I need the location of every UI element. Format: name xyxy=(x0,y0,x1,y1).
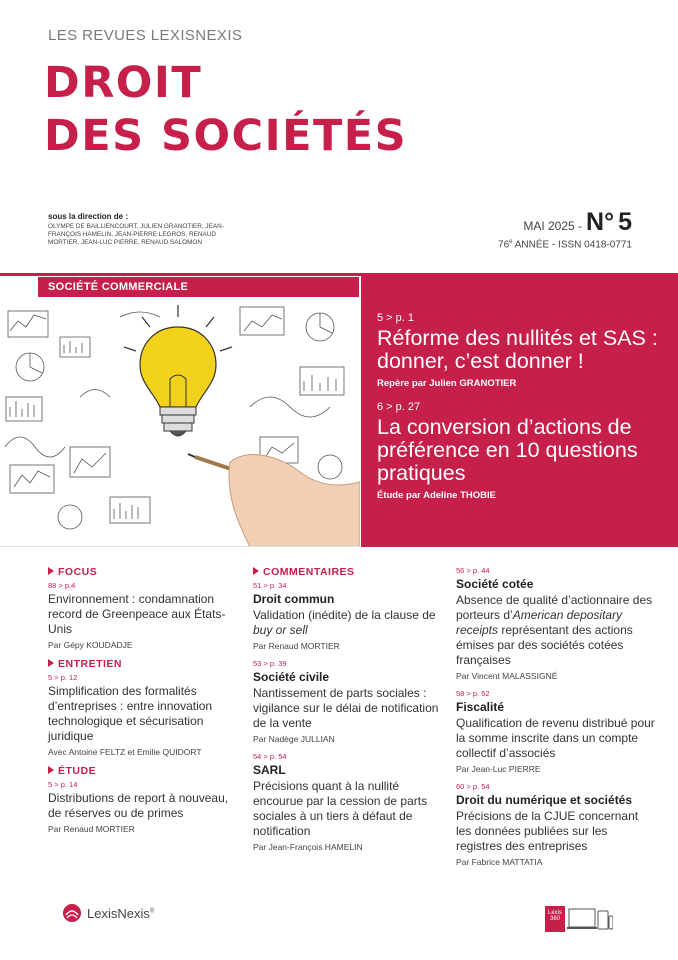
feature-byline: Repère par Julien GRANOTIER xyxy=(377,378,517,389)
article-title[interactable]: Environnement : condamnation record de Greenpeace aux États-Unis xyxy=(48,592,226,636)
lightbulb-sketch-image xyxy=(0,297,360,547)
list-item[interactable] xyxy=(253,752,448,852)
article-title[interactable]: Distributions de report à nouveau, de réserves ou de primes xyxy=(48,791,229,820)
article-ref: 56 > p. 44 xyxy=(456,566,490,575)
article-title: Qualification de revenu distribué pour la somme inscrite dans un compte collectif d’associés xyxy=(456,716,655,760)
list-item[interactable] xyxy=(456,782,656,867)
article-title: Précisions quant à la nullité encourue par la cession de parts sociales à un tiers à défaut de notification xyxy=(253,779,428,838)
article-author: Par Fabrice MATTATIA xyxy=(456,857,543,867)
article-ref: 58 > p. 52 xyxy=(456,689,490,698)
lexis360-mark xyxy=(545,906,613,932)
article-title: Nantissement de parts sociales : vigilance sur le délai de notification de la vente xyxy=(253,686,439,730)
issue-number: 5 xyxy=(618,208,632,236)
issue-no-label: N° xyxy=(586,208,615,236)
article-author: Par Jean-Luc PIERRE xyxy=(456,764,541,774)
triangle-icon xyxy=(253,567,259,575)
article-ref: 88 > p.4 xyxy=(48,581,76,590)
column-left xyxy=(48,566,243,842)
cover-illustration xyxy=(0,297,360,547)
series-name: LES REVUES LEXISNEXIS xyxy=(48,27,243,44)
feature-headline: Réforme des nullités et SAS : donner, c’est donner ! xyxy=(377,326,658,373)
title-line-1: DROIT xyxy=(44,58,203,108)
list-item[interactable] xyxy=(253,581,448,651)
feature-item[interactable] xyxy=(377,401,668,501)
column-middle xyxy=(253,566,448,860)
feature-item[interactable] xyxy=(377,312,668,389)
list-item[interactable] xyxy=(456,689,656,774)
article-category: Société cotée xyxy=(456,577,534,591)
column-right xyxy=(456,566,656,875)
article-author: Par Nadège JULLIAN xyxy=(253,734,335,744)
article-ref: 53 > p. 39 xyxy=(253,659,287,668)
feature-ref: 5 > p. 1 xyxy=(377,312,415,324)
issue-info xyxy=(498,208,632,250)
article-author: Par Renaud MORTIER xyxy=(253,641,340,651)
issue-issn: 76e ANNÉE - ISSN 0418-0771 xyxy=(498,239,632,251)
article-category: SARL xyxy=(253,763,286,777)
triangle-icon xyxy=(48,766,54,774)
section-entretien: ENTRETIEN xyxy=(48,658,243,670)
article-ref: 5 > p. 14 xyxy=(48,780,78,789)
article-title: Validation (inédite) de la clause de buy or sell xyxy=(253,608,436,637)
issue-month: MAI 2025 - xyxy=(523,219,583,233)
devices-icon xyxy=(567,906,613,932)
publisher-logo xyxy=(62,903,154,923)
direction-label: sous la direction de : xyxy=(48,212,129,221)
article-author: Par Gépy KOUDADJE xyxy=(48,640,133,650)
publisher-name: LexisNexis® xyxy=(87,905,155,921)
article-author: Par Renaud MORTIER xyxy=(48,824,135,834)
article-author: Par Jean-François HAMELIN xyxy=(253,842,363,852)
direction-names: OLYMPE DE BAILLIENCOURT, JULIEN GRANOTIER, JEAN-FRANÇOIS HAMELIN, JEAN-PIERRE LEGROS, RENAUD MORTIER, JEAN-LUC PIERRE, RENAUD SALOMON xyxy=(48,223,224,246)
title-line-2: DES SOCIÉTÉS xyxy=(44,111,408,161)
list-item[interactable] xyxy=(456,566,656,681)
section-commentaires: COMMENTAIRES xyxy=(253,566,448,578)
feature-headline: La conversion d’actions de préférence en 10 questions pratiques xyxy=(377,415,638,485)
article-category: Société civile xyxy=(253,670,330,684)
article-author: Par Vincent MALASSIGNÉ xyxy=(456,671,558,681)
article-ref: 54 > p. 54 xyxy=(253,752,287,761)
article-ref: 5 > p. 12 xyxy=(48,673,78,682)
lexisnexis-emblem-icon xyxy=(62,903,82,923)
triangle-icon xyxy=(48,659,54,667)
article-category: Droit commun xyxy=(253,592,335,606)
list-item[interactable] xyxy=(253,659,448,744)
section-tab: SOCIÉTÉ COMMERCIALE xyxy=(38,277,359,297)
feature-panel xyxy=(361,276,678,547)
section-etude: ÉTUDE xyxy=(48,765,243,777)
article-author: Avec Antoine FELTZ et Emilie QUIDORT xyxy=(48,747,202,757)
article-ref: 51 > p. 34 xyxy=(253,581,287,590)
lightbulb-icon xyxy=(140,327,216,407)
article-category: Droit du numérique et sociétés xyxy=(456,793,633,807)
article-title: Précisions de la CJUE concernant les données publiées sur les registres des entreprises xyxy=(456,809,639,853)
article-ref: 60 > p. 54 xyxy=(456,782,490,791)
feature-ref: 6 > p. 27 xyxy=(377,401,421,413)
triangle-icon xyxy=(48,567,54,575)
lexis360-box: Lexis 360 xyxy=(545,906,565,932)
feature-byline: Étude par Adeline THOBIE xyxy=(377,490,496,501)
article-title[interactable]: Simplification des formalités d’entreprises : entre innovation technologique et sécurisation juridique xyxy=(48,684,213,743)
section-focus: FOCUS xyxy=(48,566,243,578)
journal-title xyxy=(44,57,407,163)
article-title: Absence de qualité d’actionnaire des porteurs d’American depositary receipts représentant des actions émises par des sociétés cotées françaises xyxy=(456,593,653,667)
article-category: Fiscalité xyxy=(456,700,505,714)
